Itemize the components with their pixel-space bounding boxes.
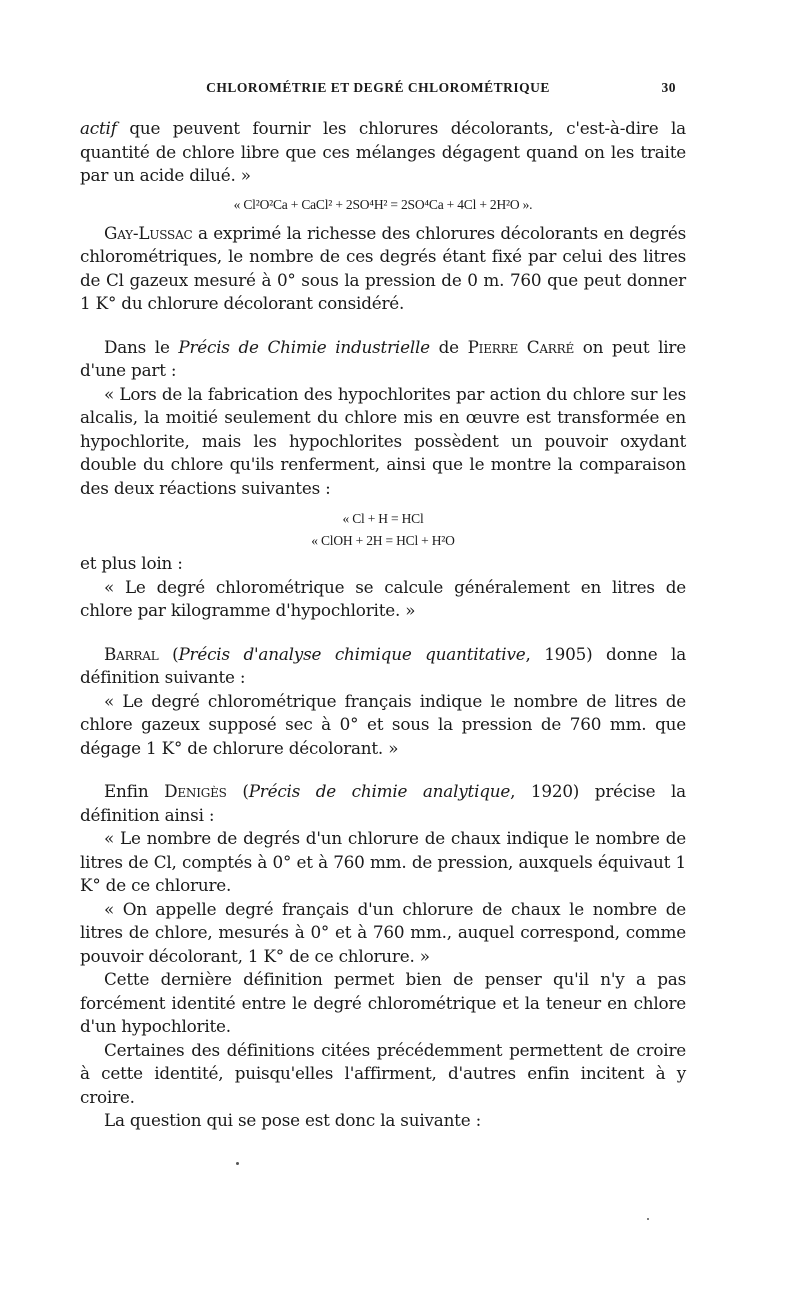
paragraph-text: ( <box>158 643 179 664</box>
paragraph-9 <box>80 780 686 827</box>
author-name: Denigès <box>164 781 227 801</box>
formula-line: « ClOH + 2H = HCl + H²O <box>311 533 455 548</box>
paragraph-text: de <box>429 336 468 357</box>
paragraph-7 <box>80 643 686 690</box>
print-speck <box>236 1162 239 1165</box>
page-body <box>80 117 686 1133</box>
paragraph-8: « Le degré chlorométrique français indique le nombre de litres de chlore gazeux supposé sec à 0° et sous la pression de 760 mm. que dégage 1 K° de chlorure décolorant. » <box>80 690 686 758</box>
paragraph-13: Certaines des définitions citées précédemment permettent de croire à cette identité, puisqu'elles l'affirment, d'autres enfin incitent à y croire. <box>80 1039 686 1107</box>
paragraph-text: Dans le <box>104 336 179 357</box>
paragraph-4: « Lors de la fabrication des hypochlorites par action du chlore sur les alcalis, la moitié seulement du chlore mis en œuvre est transformée en hypochlorite, mais les hypochlorites possèdent un pouvoir oxydant double du chlore qu'ils renferment, ainsi que le montre la comparaison des deux réactions suivantes : <box>80 383 686 498</box>
paragraph-2 <box>80 222 686 316</box>
formula-1: « Cl²O²Ca + CaCl² + 2SO⁴H² = 2SO⁴Ca + 4Cl + 2H²O ». <box>233 196 533 212</box>
book-title: Précis de chimie analytique <box>248 781 511 801</box>
paragraph-14: La question qui se pose est donc la suivante : <box>104 1110 482 1130</box>
paragraph-5: et plus loin : <box>80 553 183 573</box>
paragraph-text: Enfin <box>104 781 165 801</box>
author-name: Gay-Lussac <box>104 222 193 243</box>
paragraph-text: , 1905) donne la définition suivante : <box>80 643 686 687</box>
header-title: CHLOROMÉTRIE ET DEGRÉ CHLOROMÉTRIQUE <box>206 80 550 95</box>
page-number: 30 <box>661 80 676 95</box>
paragraph-text: , 1920) précise la définition ainsi : <box>80 781 686 825</box>
paragraph-text: que peuvent fournir les chlorures décolorants, c'est-à-dire la quantité de chlore libre que ces mélanges dégagent quand on les traite par un acide dilué. » <box>80 118 686 185</box>
print-speck <box>647 1218 649 1220</box>
paragraph-10: « Le nombre de degrés d'un chlorure de chaux indique le nombre de litres de Cl, comptés à 0° et à 760 mm. de pression, auxquels équivaut 1 K° de ce chlorure. <box>80 828 686 895</box>
paragraph-12: Cette dernière définition permet bien de penser qu'il n'y a pas forcément identité entre le degré chlorométrique et la teneur en chlore d'un hypochlorite. <box>80 969 686 1036</box>
author-name: Barral <box>104 643 159 664</box>
paragraph-text: ( <box>226 781 249 801</box>
paragraph-1 <box>80 117 686 188</box>
paragraph-3 <box>80 336 686 383</box>
paragraph-text: a exprimé la richesse des chlorures décolorants en degrés chlorométriques, le nombre de ces degrés étant fixé par celui des litres de Cl gazeux mesuré à 0° sous la pression de 0 m. 760 que peut donner 1 K° du chlorure décolorant considéré. <box>80 222 686 313</box>
paragraph-11: « On appelle degré français d'un chlorure de chaux le nombre de litres de chlore, mesurés à 0° et à 760 mm., auquel correspond, comme pouvoir décolorant, 1 K° de ce chlorure. » <box>80 898 686 966</box>
formula-2 <box>80 508 686 552</box>
book-title: Précis de Chimie industrielle <box>178 336 430 357</box>
paragraph-text: on peut lire d'une part : <box>80 336 686 380</box>
book-title: Précis d'analyse chimique quantitative <box>178 643 526 664</box>
formula-line: « Cl + H = HCl <box>342 511 424 526</box>
paragraph-6: « Le degré chlorométrique se calcule généralement en litres de chlore par kilogramme d'hypochlorite. » <box>80 576 686 620</box>
italic-text: actif <box>80 118 117 138</box>
author-name: Pierre Carré <box>467 336 575 357</box>
